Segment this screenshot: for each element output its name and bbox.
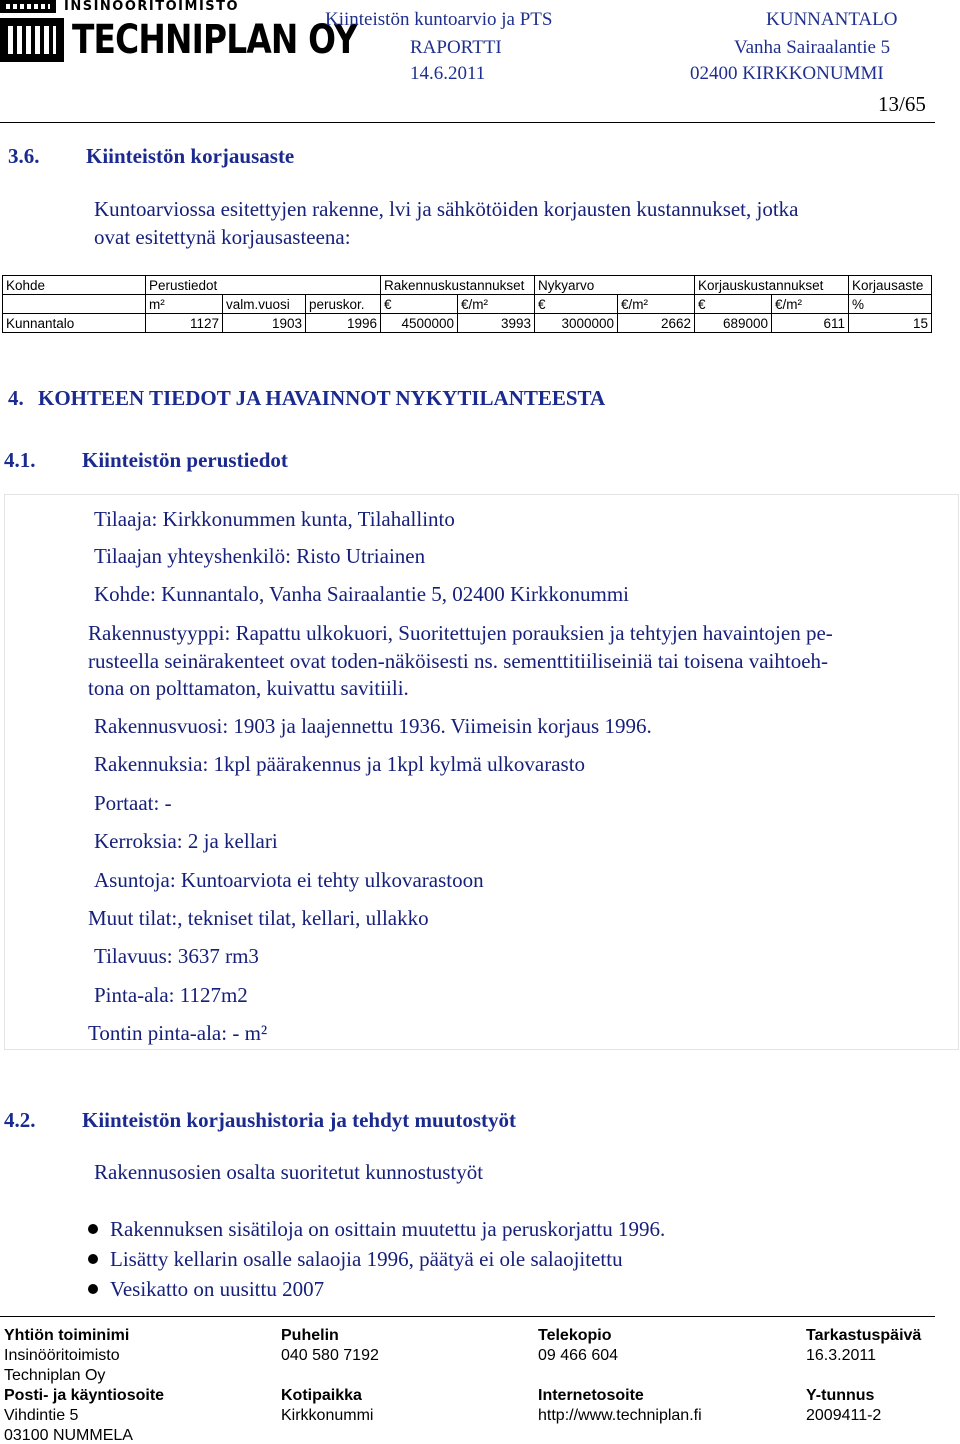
table-cell: 1127	[146, 314, 223, 333]
footer-home-label: Kotipaikka	[281, 1387, 362, 1404]
table-cell: €	[535, 295, 618, 314]
intro-line-2: ovat esitettynä korjausasteena:	[94, 225, 351, 249]
footer-address-line-2: 03100 NUMMELA	[4, 1427, 133, 1444]
table-cell: Korjausaste	[849, 276, 932, 295]
stairs-text: Portaat: -	[94, 791, 172, 815]
footer-web-label: Internetosoite	[538, 1387, 644, 1404]
section-4-1-heading	[4, 448, 288, 473]
footer-check-date: 16.3.2011	[806, 1347, 876, 1364]
floors-text: Kerroksia: 2 ja kellari	[94, 829, 278, 853]
section-number: 3.6.	[8, 144, 40, 168]
logo-top-text: INSINÖÖRITOIMISTO	[64, 0, 240, 14]
list-item	[88, 1274, 665, 1304]
tilaaja-text: Tilaaja: Kirkkonummen kunta, Tilahallinto	[94, 507, 455, 531]
section-title: KOHTEEN TIEDOT JA HAVAINNOT NYKYTILANTEESTA	[38, 386, 606, 410]
section-4-heading	[8, 386, 605, 411]
table-cell: valm.vuosi	[223, 295, 306, 314]
header-divider	[0, 122, 935, 123]
table-cell: Korjauskustannukset	[695, 276, 849, 295]
table-cell: 15	[849, 314, 932, 333]
table-cell: peruskor.	[306, 295, 381, 314]
doc-type: RAPORTTI	[410, 37, 502, 58]
table-header-row	[3, 276, 932, 295]
logo-mark-small	[0, 0, 56, 13]
table-cell: 1996	[306, 314, 381, 333]
kohde-text: Kohde: Kunnantalo, Vanha Sairaalantie 5, 02400 Kirkkonummi	[94, 582, 630, 606]
table-header-row	[3, 295, 932, 314]
logo-main-text: TECHNIPLAN OY	[72, 17, 357, 63]
construction-year-text: Rakennusvuosi: 1903 ja laajennettu 1936. Viimeisin korjaus 1996.	[94, 714, 652, 738]
list-item-text: Vesikatto on uusittu 2007	[110, 1276, 325, 1301]
table-cell: 1903	[223, 314, 306, 333]
footer-ytunnus-label: Y-tunnus	[806, 1387, 875, 1404]
table-cell: Rakennuskustannukset	[381, 276, 535, 295]
footer-address-label: Posti- ja käyntiosoite	[4, 1387, 165, 1404]
section-title: Kiinteistön perustiedot	[82, 448, 288, 472]
logo-mark-large	[0, 18, 64, 62]
footer-phone-label: Puhelin	[281, 1327, 339, 1344]
table-cell: %	[849, 295, 932, 314]
footer-fax-label: Telekopio	[538, 1327, 612, 1344]
list-item-text: Rakennuksen sisätiloja on osittain muutettu ja peruskorjattu 1996.	[110, 1216, 666, 1241]
contact-person-text: Tilaajan yhteyshenkilö: Risto Utriainen	[94, 544, 426, 568]
list-item	[88, 1244, 665, 1274]
footer-company-line-2: Techniplan Oy	[4, 1367, 106, 1384]
section-3-6-heading	[8, 144, 294, 169]
intro-line-1: Kuntoarviossa esitettyjen rakenne, lvi ja sähkötöiden korjausten kustannukset, jotka	[94, 197, 799, 221]
table-cell: Perustiedot	[146, 276, 381, 295]
list-item	[88, 1214, 665, 1244]
table-cell: Kohde	[3, 276, 146, 295]
footer-fax: 09 466 604	[538, 1347, 619, 1364]
table-cell: 2662	[618, 314, 695, 333]
table-cell: Kunnantalo	[3, 314, 146, 333]
footer-company-line-1: Insinööritoimisto	[4, 1347, 120, 1364]
building-name: KUNNANTALO	[766, 9, 898, 30]
footer-address-line-1: Vihdintie 5	[4, 1407, 79, 1424]
repair-degree-table	[2, 275, 932, 333]
apartments-text: Asuntoja: Kuntoarviota ei tehty ulkovarastoon	[94, 868, 484, 892]
building-type-line-1: Rakennustyyppi: Rapattu ulkokuori, Suoritettujen porauksien ja tehtyjen havaintojen pe-	[88, 621, 833, 645]
table-cell: 611	[772, 314, 849, 333]
table-row	[3, 314, 932, 333]
bullet-icon	[88, 1224, 98, 1234]
doc-title: Kiinteistön kuntoarvio ja PTS	[325, 9, 553, 30]
renovation-list	[88, 1214, 665, 1304]
renovation-subtitle: Rakennusosien osalta suoritetut kunnostustyöt	[94, 1160, 484, 1184]
other-rooms-text: Muut tilat:, tekniset tilat, kellari, ullakko	[88, 906, 429, 930]
table-cell: €/m²	[772, 295, 849, 314]
section-title: Kiinteistön korjausaste	[86, 144, 295, 168]
doc-date: 14.6.2011	[410, 63, 486, 84]
table-cell: 689000	[695, 314, 772, 333]
table-cell: €/m²	[458, 295, 535, 314]
building-postal: 02400 KIRKKONUMMI	[690, 63, 884, 84]
table-cell: 4500000	[381, 314, 458, 333]
footer-web-link[interactable]: http://www.techniplan.fi	[538, 1407, 702, 1424]
table-cell: 3000000	[535, 314, 618, 333]
list-item-text: Lisätty kellarin osalle salaojia 1996, päätyä ei ole salaojitettu	[110, 1246, 623, 1271]
bullet-icon	[88, 1254, 98, 1264]
table-cell: €	[695, 295, 772, 314]
table-cell: Nykyarvo	[535, 276, 695, 295]
building-street: Vanha Sairaalantie 5	[734, 37, 891, 58]
page-number: 13/65	[878, 92, 926, 116]
section-number: 4.	[8, 386, 24, 410]
section-title: Kiinteistön korjaushistoria ja tehdyt muutostyöt	[82, 1108, 517, 1132]
section-number: 4.1.	[4, 448, 36, 472]
bullet-icon	[88, 1284, 98, 1294]
section-number: 4.2.	[4, 1108, 36, 1132]
footer-home: Kirkkonummi	[281, 1407, 374, 1424]
footer-company-label: Yhtiön toiminimi	[4, 1327, 130, 1344]
footer-ytunnus: 2009411-2	[806, 1407, 882, 1424]
footer-divider	[0, 1316, 935, 1317]
table-cell	[3, 295, 146, 314]
volume-text: Tilavuus: 3637 rm3	[94, 944, 259, 968]
plot-area-text: Tontin pinta-ala: - m²	[88, 1021, 268, 1045]
building-type-line-3: tona on polttamaton, kuivattu savitiili.	[88, 676, 409, 700]
building-type-line-2: rusteella seinärakenteet ovat toden-näköisesti ns. sementtitiiliseiniä tai toisena vaihtoeh-	[88, 649, 829, 673]
table-cell: €/m²	[618, 295, 695, 314]
company-logo	[0, 0, 357, 63]
footer-check-date-label: Tarkastuspäivä	[806, 1327, 922, 1344]
footer-phone: 040 580 7192	[281, 1347, 379, 1364]
floor-area-text: Pinta-ala: 1127m2	[94, 983, 248, 1007]
table-cell: m²	[146, 295, 223, 314]
table-cell: 3993	[458, 314, 535, 333]
buildings-text: Rakennuksia: 1kpl päärakennus ja 1kpl kylmä ulkovarasto	[94, 752, 586, 776]
section-4-2-heading	[4, 1108, 516, 1133]
table-cell: €	[381, 295, 458, 314]
